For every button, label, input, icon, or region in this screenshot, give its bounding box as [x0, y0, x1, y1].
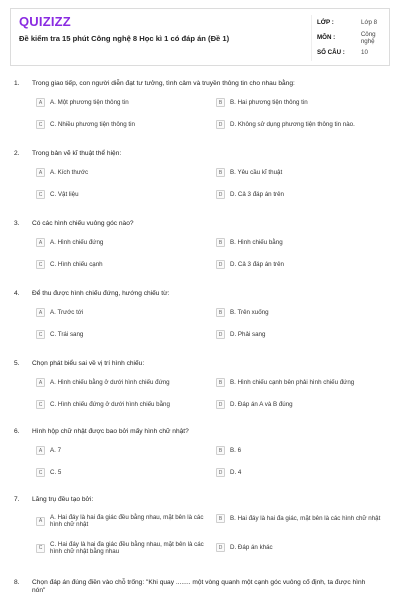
- option-letter-box: D: [216, 330, 225, 339]
- option-a[interactable]: [36, 98, 129, 107]
- option-letter-box: C: [36, 330, 45, 339]
- question-text: Chọn phát biểu sai về vị trí hình chiếu:: [32, 360, 145, 367]
- option-letter-box: A: [36, 168, 45, 177]
- question-text: Chọn đáp án đúng điền vào chỗ trống: "Khi quay ........ một vòng quanh một cạnh góc vuông cố định, ta được hình nón": [32, 579, 366, 595]
- option-letter-box: C: [36, 260, 45, 269]
- option-text: C. 5: [50, 468, 62, 476]
- option-letter-box: A: [36, 238, 45, 247]
- meta-value: 10: [361, 49, 368, 56]
- question-number: 5.: [14, 360, 20, 367]
- question-text: Lăng trụ đều tạo bởi:: [32, 496, 94, 503]
- option-letter-box: D: [216, 190, 225, 199]
- question-number: 2.: [14, 150, 20, 157]
- option-text: B. 6: [230, 446, 242, 454]
- option-c[interactable]: [36, 468, 61, 477]
- option-c[interactable]: [36, 190, 79, 199]
- option-b[interactable]: [216, 98, 308, 107]
- option-a[interactable]: [36, 514, 208, 528]
- question-number: 4.: [14, 290, 20, 297]
- meta-divider: [311, 15, 312, 61]
- question-number: 6.: [14, 428, 20, 435]
- option-text: B. Yêu cầu kĩ thuật: [230, 168, 283, 176]
- meta-row-subject: [317, 30, 391, 45]
- option-d[interactable]: [216, 400, 293, 409]
- option-text: D. Đáp án khác: [230, 543, 273, 551]
- option-letter-box: B: [216, 378, 225, 387]
- option-b[interactable]: [216, 308, 269, 317]
- option-letter-box: C: [36, 190, 45, 199]
- option-text: A. Trước tới: [50, 308, 84, 316]
- question-1: [10, 80, 390, 128]
- option-text: D. Phải sang: [230, 330, 266, 338]
- option-text: B. Hai phương tiện thông tin: [230, 98, 308, 106]
- option-text: C. Hình chiếu cạnh: [50, 260, 103, 268]
- option-a[interactable]: [36, 308, 83, 317]
- option-letter-box: A: [36, 446, 45, 455]
- option-text: A. 7: [50, 446, 62, 454]
- option-letter-box: B: [216, 238, 225, 247]
- option-a[interactable]: [36, 446, 61, 455]
- option-b[interactable]: [216, 514, 392, 523]
- option-text: B. Trên xuống: [230, 308, 269, 316]
- option-letter-box: C: [36, 120, 45, 129]
- option-text: D. Cả 3 đáp án trên: [230, 260, 285, 268]
- option-letter-box: D: [216, 120, 225, 129]
- option-b[interactable]: [216, 446, 241, 455]
- question-8: [10, 579, 390, 595]
- option-letter-box: A: [36, 98, 45, 107]
- option-letter-box: C: [36, 468, 45, 477]
- option-b[interactable]: [216, 238, 283, 247]
- option-letter-box: A: [36, 378, 45, 387]
- meta-label: LỚP :: [317, 19, 334, 26]
- option-letter-box: D: [216, 400, 225, 409]
- option-d[interactable]: [216, 543, 392, 552]
- meta-row-count: [317, 45, 391, 60]
- meta-panel: [317, 15, 391, 60]
- question-4: [10, 290, 390, 338]
- option-letter-box: D: [216, 468, 225, 477]
- option-a[interactable]: [36, 238, 103, 247]
- option-letter-box: D: [216, 543, 225, 552]
- option-d[interactable]: [216, 260, 284, 269]
- option-text: A. Hình chiếu bằng ở dưới hình chiếu đứng: [50, 378, 170, 386]
- option-letter-box: C: [36, 544, 45, 553]
- option-text: A. Hình chiếu đứng: [50, 238, 104, 246]
- option-c[interactable]: [36, 260, 103, 269]
- question-text: Trong giao tiếp, con người diễn đạt tư tưởng, tình cảm và truyền thông tin cho nhau bằng:: [32, 80, 295, 87]
- meta-value: Lớp 8: [361, 19, 378, 26]
- option-letter-box: B: [216, 98, 225, 107]
- option-d[interactable]: [216, 330, 265, 339]
- option-d[interactable]: [216, 120, 355, 129]
- option-text: D. Cả 3 đáp án trên: [230, 190, 285, 198]
- option-text: D. 4: [230, 468, 242, 476]
- option-text: C. Hai đáy là hai đa giác đều bằng nhau, mặt bên là các hình chữ nhật bằng nhau: [50, 541, 204, 556]
- option-a[interactable]: [36, 168, 88, 177]
- option-c[interactable]: [36, 120, 135, 129]
- option-c[interactable]: [36, 330, 83, 339]
- option-c[interactable]: [36, 400, 170, 409]
- quizizz-logo: QUIZIZZ: [19, 14, 71, 29]
- question-text: Trong bản vẽ kĩ thuật thể hiện:: [32, 150, 122, 157]
- option-letter-box: B: [216, 446, 225, 455]
- header-card: [10, 8, 390, 66]
- option-letter-box: A: [36, 308, 45, 317]
- option-a[interactable]: [36, 378, 170, 387]
- option-text: C. Hình chiếu đứng ở dưới hình chiếu bằng: [50, 400, 170, 408]
- option-text: C. Vật liệu: [50, 190, 79, 198]
- option-text: A. Hai đáy là hai đa giác đều bằng nhau, mặt bên là các hình chữ nhật: [50, 514, 204, 529]
- option-text: D. Đáp án A và B đúng: [230, 400, 293, 408]
- option-text: D. Không sử dụng phương tiện thông tin nào.: [230, 120, 355, 128]
- option-letter-box: C: [36, 400, 45, 409]
- option-text: A. Một phương tiện thông tin: [50, 98, 129, 106]
- question-2: [10, 150, 390, 198]
- option-b[interactable]: [216, 378, 354, 387]
- option-text: B. Hai đáy là hai đa giác, mặt bên là các hình chữ nhật: [230, 514, 381, 522]
- meta-label: SỐ CÂU :: [317, 49, 345, 56]
- meta-row-class: [317, 15, 391, 30]
- meta-value: Công nghệ: [360, 30, 376, 45]
- question-text: Có các hình chiếu vuông góc nào?: [32, 220, 134, 227]
- meta-label: MÔN :: [317, 34, 336, 41]
- option-letter-box: B: [216, 514, 225, 523]
- option-letter-box: A: [36, 517, 45, 526]
- option-text: C. Trái sang: [50, 330, 84, 338]
- option-text: A. Kích thước: [50, 168, 89, 176]
- option-c[interactable]: [36, 541, 208, 555]
- option-text: B. Hình chiếu bằng: [230, 238, 283, 246]
- option-d[interactable]: [216, 468, 241, 477]
- option-text: B. Hình chiếu cạnh bên phải hình chiếu đứng: [230, 378, 355, 386]
- question-7: [10, 496, 390, 556]
- option-text: C. Nhiều phương tiện thông tin: [50, 120, 135, 128]
- question-text: Để thu được hình chiếu đứng, hướng chiếu từ:: [32, 290, 170, 297]
- option-letter-box: B: [216, 168, 225, 177]
- question-number: 3.: [14, 220, 20, 227]
- question-3: [10, 220, 390, 268]
- question-5: [10, 360, 390, 408]
- option-d[interactable]: [216, 190, 284, 199]
- question-number: 1.: [14, 80, 20, 87]
- option-b[interactable]: [216, 168, 282, 177]
- question-number: 7.: [14, 496, 20, 503]
- page-title: Đề kiểm tra 15 phút Công nghệ 8 Học kì 1 có đáp án (Đề 1): [19, 34, 230, 43]
- option-letter-box: D: [216, 260, 225, 269]
- question-number: 8.: [14, 579, 20, 586]
- question-6: [10, 428, 390, 476]
- question-text: Hình hộp chữ nhật được bao bởi mấy hình chữ nhật?: [32, 428, 189, 435]
- option-letter-box: B: [216, 308, 225, 317]
